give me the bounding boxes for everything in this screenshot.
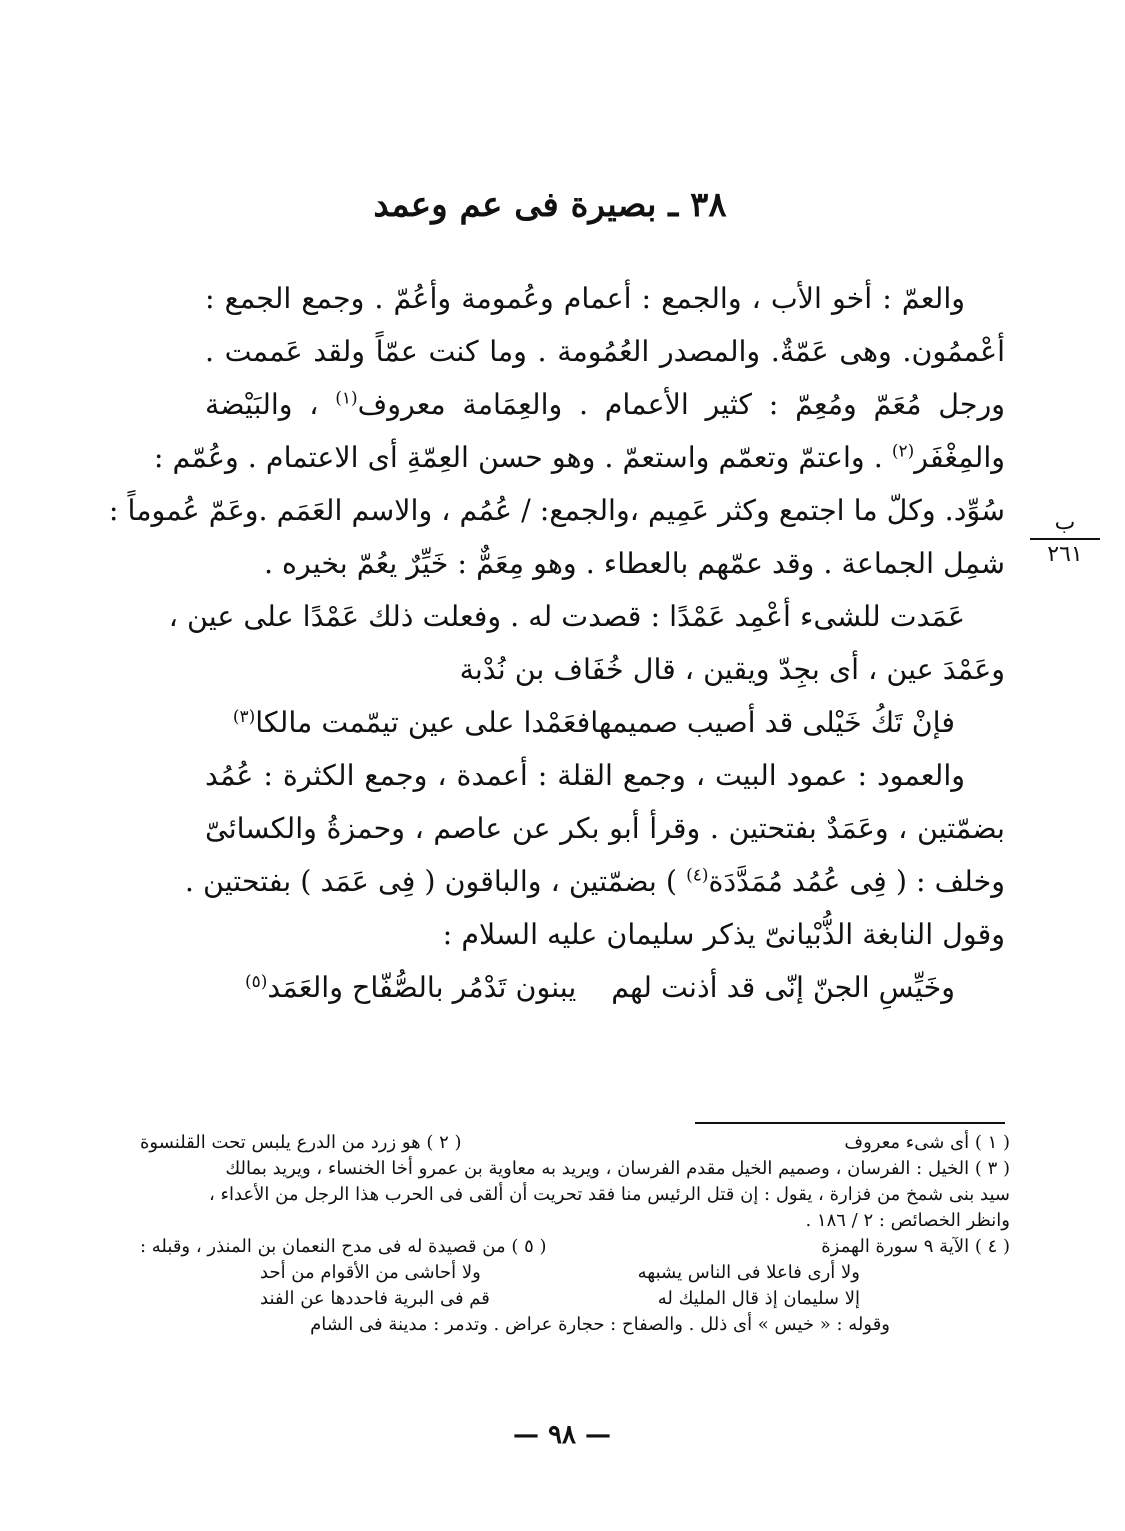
footnote-ref: (٢) [891,441,915,462]
verse-hemistich-second: فعَمْدا على عين تيمّمت مالكا(٣) [233,696,590,749]
footnote-row [140,1130,1010,1156]
footnote-4: ( ٤ ) الآية ٩ سورة الهمزة [821,1236,1010,1257]
text-segment: ورجل مُعَمّ ومُعِمّ : كثير الأعمام . والعِمَامة معروف [357,388,1005,421]
verse-line [205,696,1005,749]
text-line: وقول النابغة الذُّبْيانىّ يذكر سليمان عليه السلام : [442,918,1005,951]
footnote-3: ( ٣ ) الخيل : الفرسان ، وصميم الخيل مقدم الفرسان ، ويريد به معاوية بن عمرو أخا الخنساء ، ويريد بمالك [225,1158,1010,1179]
footnote-gloss: وقوله : « خيس » أى ذلل . والصفاح : حجارة عراض . وتدمر : مدينة فى الشام [310,1314,890,1335]
text-line: وعَمْدَ عين ، أى بجِدّ ويقين ، قال خُفَاف بن نُدْبة [459,653,1005,686]
verse-text: يبنون تَدْمُر بالصُّفّاح والعَمَد [267,971,577,1004]
text-line: سُوِّد. وكلّ ما اجتمع وكثر عَمِيم ،والجمع: / عُمُم ، والاسم العَمَم .وعَمّ عُموماً : [108,494,1005,527]
verse-line [205,961,1005,1014]
text-line [205,378,1005,431]
main-text [108,272,1005,1014]
text-line: والعمود : عمود البيت ، وجمع القلة : أعمدة ، وجمع الكثرة : عُمُد [205,759,965,792]
footnotes [140,1130,1010,1338]
footnote-3-cont: وانظر الخصائص : ٢ / ١٨٦ . [805,1210,1010,1231]
verse-hemistich-first: وخَيِّسِ الجنّ إنّى قد أذنت لهم [611,971,955,1004]
verse-text: فعَمْدا على عين تيمّمت مالكا [255,706,591,739]
text-line: أعْممُون. وهى عَمّةٌ. والمصدر العُمُومة . وما كنت عمّاً ولقد عَممت . [205,335,1005,368]
footnote-verse [140,1260,1010,1286]
text-segment: ) بضمّتين ، والباقون ( فِى عَمَد ) بفتحتين . [184,865,678,898]
text-line: عَمَدت للشىء أعْمِد عَمْدًا : قصدت له . وفعلت ذلك عَمْدًا على عين ، [168,600,965,633]
margin-note-rule [1030,538,1100,540]
footnote-row [140,1234,1010,1260]
text-line [153,431,1005,484]
text-segment: ، والبَيْضة [205,388,319,421]
footnote-verse [140,1286,1010,1312]
footnote-verse-second: قم فى البرية فاحددها عن الفند [260,1288,490,1309]
text-segment: والمِغْفَر [914,441,1005,474]
text-segment: وخلف : ( فِى عُمُد مُمَدَّدَة [708,865,1005,898]
footnote-verse-second: ولا أحاشى من الأقوام من أحد [260,1262,481,1283]
footnote-1: ( ١ ) أى شىء معروف [844,1132,1010,1153]
footnote-5: ( ٥ ) من قصيدة له فى مدح النعمان بن المنذر ، وقبله : [140,1236,547,1257]
verse-hemistich-first: فإنْ تَكُ خَيْلى قد أصيب صميمها [590,706,955,739]
section-title: ٣٨ ـ بصيرة فى عم وعمد [373,185,727,225]
text-line: شمِل الجماعة . وقد عمّهم بالعطاء . وهو مِعَمٌّ : خَيِّرٌ يعُمّ بخيره . [263,547,1005,580]
footnote-3-cont: سيد بنى شمخ من فزارة ، يقول : إن قتل الرئيس منا فقد تحريت أن ألقى فى الحرب هذا الرجل من الأعداء ، [208,1184,1010,1205]
margin-folio-note [1030,512,1100,568]
footnote-verse-first: إلا سليمان إذ قال المليك له [657,1288,860,1309]
text-line [184,855,1005,908]
footnote-separator [695,1122,1005,1124]
text-segment: . واعتمّ وتعمّم واستعمّ . وهو حسن العِمّةِ أى الاعتمام . وعُمّم : [153,441,883,474]
text-line: والعمّ : أخو الأب ، والجمع : أعمام وعُمومة وأعُمّ . وجمع الجمع : [205,282,965,315]
footnote-ref: (١) [335,388,358,409]
footnote-ref: (٤) [686,865,709,886]
margin-note-letter: ب [1054,510,1076,535]
footnote-2: ( ٢ ) هو زرد من الدرع يلبس تحت القلنسوة [140,1132,462,1153]
footnote-verse-first: ولا أرى فاعلا فى الناس يشبهه [637,1262,860,1283]
margin-note-number: ٢٦١ [1047,542,1083,567]
verse-hemistich-second: يبنون تَدْمُر بالصُّفّاح والعَمَد(٥) [245,961,576,1014]
text-line: بضمّتين ، وعَمَدٌ بفتحتين . وقرأ أبو بكر عن عاصم ، وحمزةُ والكسائىّ [205,812,1005,845]
page-number: — ٩٨ — [512,1420,612,1450]
